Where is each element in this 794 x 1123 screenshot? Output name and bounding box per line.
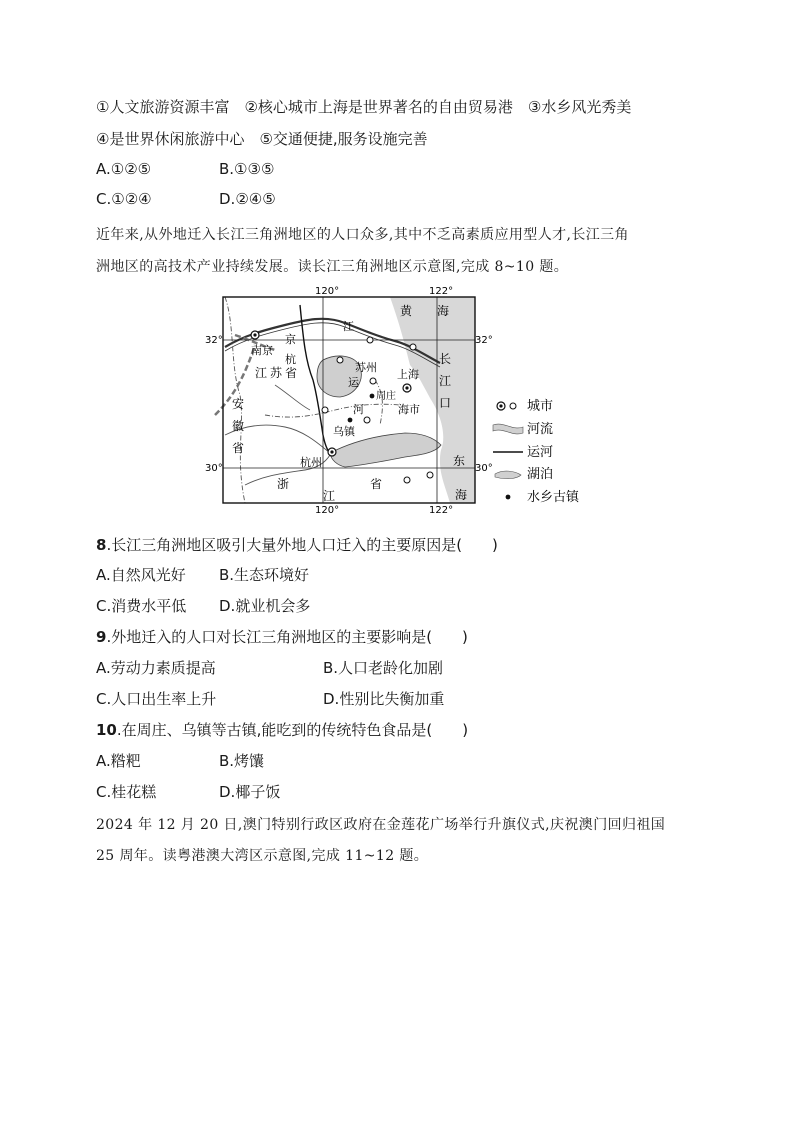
lon-label-120-bottom: 120° [315,505,340,515]
label-jiang: 江 [343,320,354,333]
city-marker [367,337,373,343]
legend-canal: 运河 [527,445,554,460]
city-marker [410,344,416,350]
question-8-stem: .长江三角洲地区吸引大量外地人口迁入的主要原因是( ) [106,536,498,554]
label-shanghai-city: 海市 [398,403,420,416]
label-sheng: 省 [370,477,383,491]
q8-option-a[interactable]: A.自然风光好 [96,566,186,584]
label-anhui-3: 省 [232,441,245,455]
passage2-line-1: 2024 年 12 月 20 日,澳门特别行政区政府在金莲花广场举行升旗仪式,庆祝澳门回归祖国 [96,817,666,833]
svg-text:周庄: 周庄 [376,391,396,402]
province-boundary [375,380,382,425]
statement-line-1: ①人文旅游资源丰富 ②核心城市上海是世界著名的自由贸易港 ③水乡风光秀美 [96,98,632,116]
question-8-number: 8 [96,536,107,554]
label-anhui-1: 安 [232,397,245,411]
question-8 [96,534,498,555]
city-shanghai [397,367,419,392]
label-anhui-2: 徽 [232,419,245,433]
q8-option-b[interactable]: B.生态环境好 [219,566,310,584]
legend-city: 城市 [527,399,554,414]
svg-text:南京: 南京 [251,344,273,357]
lon-label-122-bottom: 122° [429,505,454,515]
option-c[interactable]: C.①②④ [96,190,152,208]
q10-option-a[interactable]: A.糌粑 [96,752,141,770]
question-9-stem: .外地迁入的人口对长江三角洲地区的主要影响是( ) [106,628,468,646]
city-hangzhou [300,448,336,469]
svg-text:上海: 上海 [397,368,419,381]
city-marker [404,477,410,483]
label-huang: 黄 [400,304,413,318]
option-b[interactable]: B.①③⑤ [219,160,275,178]
town-zhouzhuang [370,389,396,402]
option-d[interactable]: D.②④⑤ [219,190,276,208]
label-kou: 口 [439,396,452,410]
q9-option-c[interactable]: C.人口出生率上升 [96,690,217,708]
sea-area [390,297,475,503]
lon-label-120-top: 120° [315,286,340,297]
map-legend [493,399,580,505]
lon-label-122-top: 122° [429,286,454,297]
town-wuzhen [333,418,356,438]
question-9-number: 9 [96,628,107,646]
label-hai: 海 [437,304,450,318]
svg-text:苏州: 苏州 [355,361,377,374]
svg-text:杭州: 杭州 [300,456,322,469]
province-boundary [265,404,400,417]
label-zhe: 浙 [277,477,290,491]
q9-option-b[interactable]: B.人口老龄化加剧 [323,659,444,677]
option-a[interactable]: A.①②⑤ [96,160,152,178]
city-marker [364,417,370,423]
lat-label-32-left: 32° [205,335,223,346]
label-dong: 东 [453,454,466,468]
lat-label-32-right: 32° [475,335,493,346]
legend-town: 水乡古镇 [527,490,580,505]
passage-line-2: 洲地区的高技术产业持续发展。读长江三角洲地区示意图,完成 8~10 题。 [96,259,569,275]
q9-option-a[interactable]: A.劳动力素质提高 [96,659,216,677]
legend-lake: 湖泊 [527,467,554,482]
question-10 [96,719,468,740]
question-10-stem: .在周庄、乌镇等古镇,能吃到的传统特色食品是( ) [116,721,469,739]
label-yun: 运 [348,376,359,389]
q10-option-b[interactable]: B.烤馕 [219,752,265,770]
q9-option-d[interactable]: D.性别比失衡加重 [323,690,445,708]
city-marker [337,357,343,363]
lat-label-30-right: 30° [475,463,493,474]
label-hai2: 海 [455,488,468,502]
question-9 [96,626,468,647]
q8-option-c[interactable]: C.消费水平低 [96,597,187,615]
hangzhou-bay [330,433,441,467]
river [275,385,310,410]
label-he: 河 [353,403,364,416]
label-jing: 京 [285,333,296,346]
label-jiangsu: 江苏省 [255,366,301,380]
label-jiang2: 江 [323,489,336,503]
city-marker [427,472,433,478]
svg-text:乌镇: 乌镇 [333,425,355,438]
lat-label-30-left: 30° [205,463,223,474]
question-10-number: 10 [96,721,117,739]
yangtze-delta-map [205,285,605,515]
q8-option-d[interactable]: D.就业机会多 [219,597,311,615]
legend-river: 河流 [527,422,554,437]
q10-option-d[interactable]: D.椰子饭 [219,783,281,801]
q10-option-c[interactable]: C.桂花糕 [96,783,157,801]
passage-line-1: 近年来,从外地迁入长江三角洲地区的人口众多,其中不乏高素质应用型人才,长江三角 [96,227,629,243]
label-hang: 杭 [285,353,296,366]
label-chang: 长 [439,352,452,366]
city-marker [322,407,328,413]
label-jiang3: 江 [439,374,452,388]
passage2-line-2: 25 周年。读粤港澳大湾区示意图,完成 11~12 题。 [96,848,429,864]
statement-line-2: ④是世界休闲旅游中心 ⑤交通便捷,服务设施完善 [96,130,428,148]
